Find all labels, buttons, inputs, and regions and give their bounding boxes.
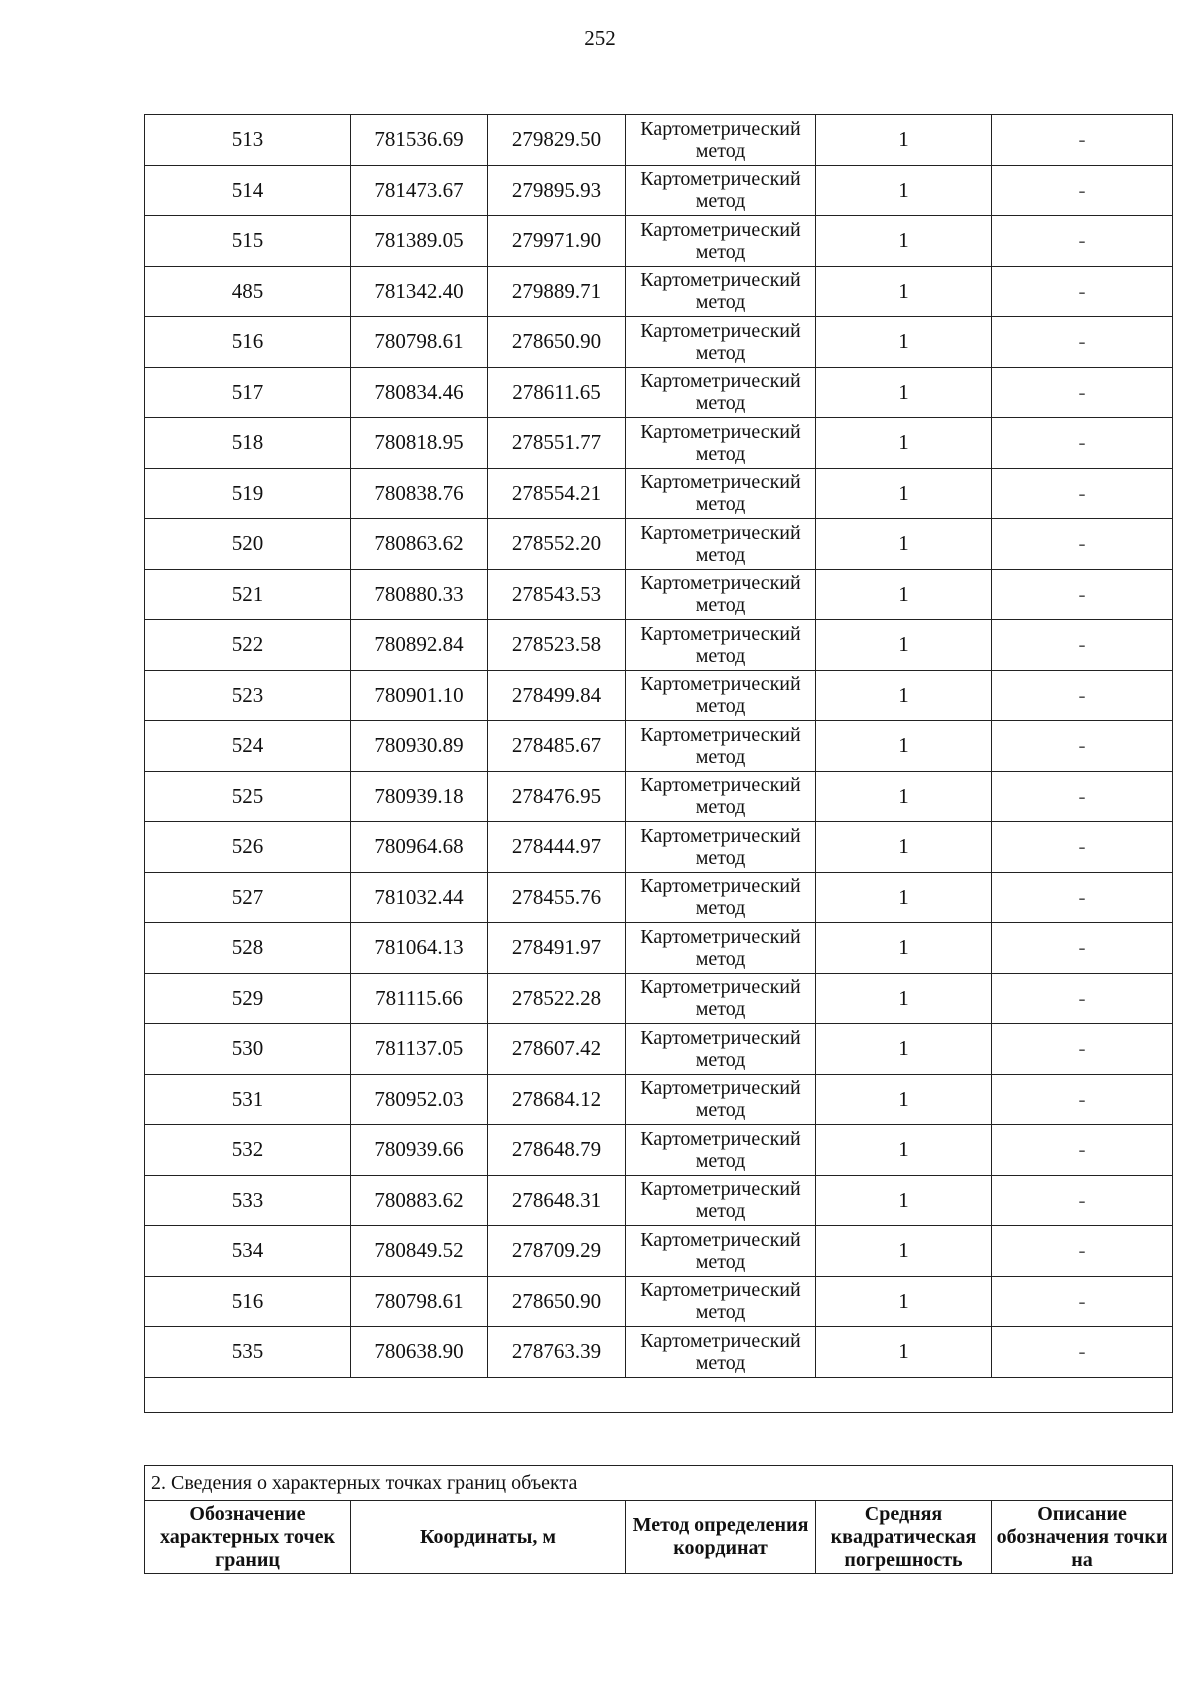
accuracy-cell: 1 <box>816 115 992 166</box>
method-cell <box>626 1276 816 1327</box>
table-row <box>145 1175 1173 1226</box>
accuracy-cell: 1 <box>816 216 992 267</box>
point-id-cell: 528 <box>145 923 351 974</box>
point-id-cell: 519 <box>145 468 351 519</box>
x-coordinate-cell: 781473.67 <box>351 165 488 216</box>
description-cell: - <box>992 418 1173 469</box>
table-row <box>145 1024 1173 1075</box>
method-line2: метод <box>695 1200 746 1223</box>
y-coordinate-cell: 279971.90 <box>488 216 626 267</box>
method-cell <box>626 1074 816 1125</box>
table-row <box>145 1327 1173 1378</box>
accuracy-cell: 1 <box>816 923 992 974</box>
method-line2: метод <box>695 846 746 869</box>
x-coordinate-cell: 780863.62 <box>351 519 488 570</box>
table-row <box>145 973 1173 1024</box>
description-cell: - <box>992 872 1173 923</box>
accuracy-cell: 1 <box>816 367 992 418</box>
method-line1: Картометрический <box>640 1178 801 1201</box>
x-coordinate-cell: 780818.95 <box>351 418 488 469</box>
point-id-cell: 517 <box>145 367 351 418</box>
header-accuracy: Средняя квадратическая погрешность <box>816 1501 992 1574</box>
y-coordinate-cell: 278476.95 <box>488 771 626 822</box>
boundary-points-table <box>144 114 1173 1413</box>
x-coordinate-cell: 780952.03 <box>351 1074 488 1125</box>
point-id-cell: 527 <box>145 872 351 923</box>
method-line2: метод <box>695 240 746 263</box>
point-id-cell: 520 <box>145 519 351 570</box>
y-coordinate-cell: 278485.67 <box>488 721 626 772</box>
method-cell <box>626 216 816 267</box>
point-id-cell: 532 <box>145 1125 351 1176</box>
point-id-cell: 515 <box>145 216 351 267</box>
point-id-cell: 522 <box>145 620 351 671</box>
method-cell <box>626 569 816 620</box>
method-line2: метод <box>695 897 746 920</box>
description-cell: - <box>992 923 1173 974</box>
y-coordinate-cell: 278763.39 <box>488 1327 626 1378</box>
method-line1: Картометрический <box>640 1329 801 1352</box>
y-coordinate-cell: 278607.42 <box>488 1024 626 1075</box>
method-line2: метод <box>695 998 746 1021</box>
description-cell: - <box>992 115 1173 166</box>
description-cell: - <box>992 266 1173 317</box>
method-cell <box>626 822 816 873</box>
section2-title-row <box>145 1466 1173 1501</box>
table-row <box>145 1074 1173 1125</box>
method-cell <box>626 418 816 469</box>
y-coordinate-cell: 278523.58 <box>488 620 626 671</box>
point-id-cell: 530 <box>145 1024 351 1075</box>
y-coordinate-cell: 278455.76 <box>488 872 626 923</box>
section2-title: 2. Сведения о характерных точках границ объекта <box>145 1466 1173 1501</box>
table-row <box>145 317 1173 368</box>
accuracy-cell: 1 <box>816 1024 992 1075</box>
boundary-points-body <box>145 115 1173 1413</box>
x-coordinate-cell: 780834.46 <box>351 367 488 418</box>
method-line2: метод <box>695 139 746 162</box>
method-line1: Картометрический <box>640 1077 801 1100</box>
y-coordinate-cell: 278684.12 <box>488 1074 626 1125</box>
method-line2: метод <box>695 745 746 768</box>
y-coordinate-cell: 278551.77 <box>488 418 626 469</box>
table-empty-row <box>145 1377 1173 1412</box>
accuracy-cell: 1 <box>816 468 992 519</box>
x-coordinate-cell: 780892.84 <box>351 620 488 671</box>
header-coordinates: Координаты, м <box>351 1501 626 1574</box>
y-coordinate-cell: 278552.20 <box>488 519 626 570</box>
method-line1: Картометрический <box>640 1026 801 1049</box>
method-cell <box>626 1226 816 1277</box>
description-cell: - <box>992 1074 1173 1125</box>
method-line2: метод <box>695 392 746 415</box>
method-line1: Картометрический <box>640 420 801 443</box>
description-cell: - <box>992 1125 1173 1176</box>
method-line2: метод <box>695 291 746 314</box>
accuracy-cell: 1 <box>816 519 992 570</box>
method-line1: Картометрический <box>640 370 801 393</box>
x-coordinate-cell: 780939.66 <box>351 1125 488 1176</box>
y-coordinate-cell: 278499.84 <box>488 670 626 721</box>
description-cell: - <box>992 620 1173 671</box>
method-line1: Картометрический <box>640 572 801 595</box>
y-coordinate-cell: 279895.93 <box>488 165 626 216</box>
x-coordinate-cell: 780883.62 <box>351 1175 488 1226</box>
method-cell <box>626 670 816 721</box>
method-line1: Картометрический <box>640 319 801 342</box>
y-coordinate-cell: 278522.28 <box>488 973 626 1024</box>
method-line1: Картометрический <box>640 218 801 241</box>
description-cell: - <box>992 670 1173 721</box>
y-coordinate-cell: 279829.50 <box>488 115 626 166</box>
description-cell: - <box>992 468 1173 519</box>
accuracy-cell: 1 <box>816 266 992 317</box>
y-coordinate-cell: 278444.97 <box>488 822 626 873</box>
accuracy-cell: 1 <box>816 569 992 620</box>
accuracy-cell: 1 <box>816 721 992 772</box>
header-point-designation: Обозначение характерных точек границ <box>145 1501 351 1574</box>
method-line1: Картометрический <box>640 117 801 140</box>
description-cell: - <box>992 317 1173 368</box>
table-row <box>145 569 1173 620</box>
method-cell <box>626 1024 816 1075</box>
method-line2: метод <box>695 341 746 364</box>
x-coordinate-cell: 781032.44 <box>351 872 488 923</box>
method-line2: метод <box>695 493 746 516</box>
empty-cell <box>145 1377 1173 1412</box>
description-cell: - <box>992 973 1173 1024</box>
method-line2: метод <box>695 594 746 617</box>
page-number: 252 <box>584 26 616 50</box>
method-line1: Картометрический <box>640 269 801 292</box>
method-line1: Картометрический <box>640 824 801 847</box>
description-cell: - <box>992 1276 1173 1327</box>
point-id-cell: 518 <box>145 418 351 469</box>
x-coordinate-cell: 780930.89 <box>351 721 488 772</box>
method-line1: Картометрический <box>640 521 801 544</box>
x-coordinate-cell: 781137.05 <box>351 1024 488 1075</box>
method-cell <box>626 1125 816 1176</box>
point-id-cell: 535 <box>145 1327 351 1378</box>
table-row <box>145 771 1173 822</box>
point-id-cell: 524 <box>145 721 351 772</box>
method-cell <box>626 923 816 974</box>
description-cell: - <box>992 1327 1173 1378</box>
accuracy-cell: 1 <box>816 771 992 822</box>
accuracy-cell: 1 <box>816 165 992 216</box>
method-cell <box>626 1175 816 1226</box>
accuracy-cell: 1 <box>816 872 992 923</box>
accuracy-cell: 1 <box>816 822 992 873</box>
point-id-cell: 521 <box>145 569 351 620</box>
x-coordinate-cell: 781342.40 <box>351 266 488 317</box>
accuracy-cell: 1 <box>816 1327 992 1378</box>
section2-table <box>144 1465 1173 1574</box>
method-cell <box>626 519 816 570</box>
point-id-cell: 516 <box>145 317 351 368</box>
y-coordinate-cell: 278648.79 <box>488 1125 626 1176</box>
method-line1: Картометрический <box>640 168 801 191</box>
y-coordinate-cell: 278543.53 <box>488 569 626 620</box>
table-row <box>145 1125 1173 1176</box>
accuracy-cell: 1 <box>816 1276 992 1327</box>
method-cell <box>626 620 816 671</box>
table-row <box>145 468 1173 519</box>
point-id-cell: 516 <box>145 1276 351 1327</box>
accuracy-cell: 1 <box>816 620 992 671</box>
method-line1: Картометрический <box>640 1228 801 1251</box>
description-cell: - <box>992 1175 1173 1226</box>
x-coordinate-cell: 780849.52 <box>351 1226 488 1277</box>
description-cell: - <box>992 822 1173 873</box>
accuracy-cell: 1 <box>816 317 992 368</box>
table-row <box>145 872 1173 923</box>
method-line2: метод <box>695 1250 746 1273</box>
table-row <box>145 721 1173 772</box>
x-coordinate-cell: 780798.61 <box>351 1276 488 1327</box>
method-cell <box>626 771 816 822</box>
method-line2: метод <box>695 1351 746 1374</box>
method-cell <box>626 317 816 368</box>
table-row <box>145 216 1173 267</box>
table-row <box>145 367 1173 418</box>
y-coordinate-cell: 278650.90 <box>488 1276 626 1327</box>
point-id-cell: 529 <box>145 973 351 1024</box>
method-line2: метод <box>695 1099 746 1122</box>
header-description: Описание обозначения точки на <box>992 1501 1173 1574</box>
x-coordinate-cell: 780798.61 <box>351 317 488 368</box>
description-cell: - <box>992 1226 1173 1277</box>
point-id-cell: 531 <box>145 1074 351 1125</box>
description-cell: - <box>992 569 1173 620</box>
table-row <box>145 822 1173 873</box>
x-coordinate-cell: 781064.13 <box>351 923 488 974</box>
y-coordinate-cell: 278648.31 <box>488 1175 626 1226</box>
y-coordinate-cell: 278491.97 <box>488 923 626 974</box>
y-coordinate-cell: 278650.90 <box>488 317 626 368</box>
x-coordinate-cell: 780939.18 <box>351 771 488 822</box>
x-coordinate-cell: 780838.76 <box>351 468 488 519</box>
method-cell <box>626 721 816 772</box>
description-cell: - <box>992 771 1173 822</box>
y-coordinate-cell: 278554.21 <box>488 468 626 519</box>
x-coordinate-cell: 781389.05 <box>351 216 488 267</box>
x-coordinate-cell: 780964.68 <box>351 822 488 873</box>
accuracy-cell: 1 <box>816 1125 992 1176</box>
y-coordinate-cell: 278611.65 <box>488 367 626 418</box>
method-line2: метод <box>695 1149 746 1172</box>
method-cell <box>626 115 816 166</box>
y-coordinate-cell: 278709.29 <box>488 1226 626 1277</box>
method-line1: Картометрический <box>640 622 801 645</box>
description-cell: - <box>992 721 1173 772</box>
point-id-cell: 525 <box>145 771 351 822</box>
table-row <box>145 923 1173 974</box>
method-cell <box>626 1327 816 1378</box>
description-cell: - <box>992 216 1173 267</box>
section2-header-row <box>145 1501 1173 1574</box>
description-cell: - <box>992 165 1173 216</box>
table-row <box>145 115 1173 166</box>
method-line2: метод <box>695 1301 746 1324</box>
y-coordinate-cell: 279889.71 <box>488 266 626 317</box>
table-row <box>145 620 1173 671</box>
method-line2: метод <box>695 190 746 213</box>
point-id-cell: 485 <box>145 266 351 317</box>
header-method: Метод определения координат <box>626 1501 816 1574</box>
accuracy-cell: 1 <box>816 670 992 721</box>
description-cell: - <box>992 1024 1173 1075</box>
method-line1: Картометрический <box>640 1279 801 1302</box>
description-cell: - <box>992 519 1173 570</box>
point-id-cell: 533 <box>145 1175 351 1226</box>
table-row <box>145 165 1173 216</box>
description-cell: - <box>992 367 1173 418</box>
table-row <box>145 1226 1173 1277</box>
method-line1: Картометрический <box>640 774 801 797</box>
point-id-cell: 514 <box>145 165 351 216</box>
method-line1: Картометрический <box>640 875 801 898</box>
point-id-cell: 526 <box>145 822 351 873</box>
method-line2: метод <box>695 695 746 718</box>
method-line2: метод <box>695 644 746 667</box>
table-row <box>145 670 1173 721</box>
table-row <box>145 1276 1173 1327</box>
table-row <box>145 519 1173 570</box>
table-row <box>145 266 1173 317</box>
method-line2: метод <box>695 442 746 465</box>
table-row <box>145 418 1173 469</box>
method-line1: Картометрический <box>640 1127 801 1150</box>
x-coordinate-cell: 781536.69 <box>351 115 488 166</box>
method-cell <box>626 973 816 1024</box>
method-line2: метод <box>695 1048 746 1071</box>
method-line2: метод <box>695 947 746 970</box>
method-line2: метод <box>695 796 746 819</box>
accuracy-cell: 1 <box>816 1175 992 1226</box>
method-line2: метод <box>695 543 746 566</box>
point-id-cell: 534 <box>145 1226 351 1277</box>
method-line1: Картометрический <box>640 976 801 999</box>
method-cell <box>626 367 816 418</box>
accuracy-cell: 1 <box>816 973 992 1024</box>
accuracy-cell: 1 <box>816 418 992 469</box>
x-coordinate-cell: 781115.66 <box>351 973 488 1024</box>
x-coordinate-cell: 780638.90 <box>351 1327 488 1378</box>
method-line1: Картометрический <box>640 471 801 494</box>
method-line1: Картометрический <box>640 723 801 746</box>
method-line1: Картометрический <box>640 673 801 696</box>
method-cell <box>626 872 816 923</box>
accuracy-cell: 1 <box>816 1074 992 1125</box>
method-line1: Картометрический <box>640 925 801 948</box>
x-coordinate-cell: 780901.10 <box>351 670 488 721</box>
method-cell <box>626 165 816 216</box>
point-id-cell: 523 <box>145 670 351 721</box>
point-id-cell: 513 <box>145 115 351 166</box>
method-cell <box>626 468 816 519</box>
x-coordinate-cell: 780880.33 <box>351 569 488 620</box>
accuracy-cell: 1 <box>816 1226 992 1277</box>
method-cell <box>626 266 816 317</box>
